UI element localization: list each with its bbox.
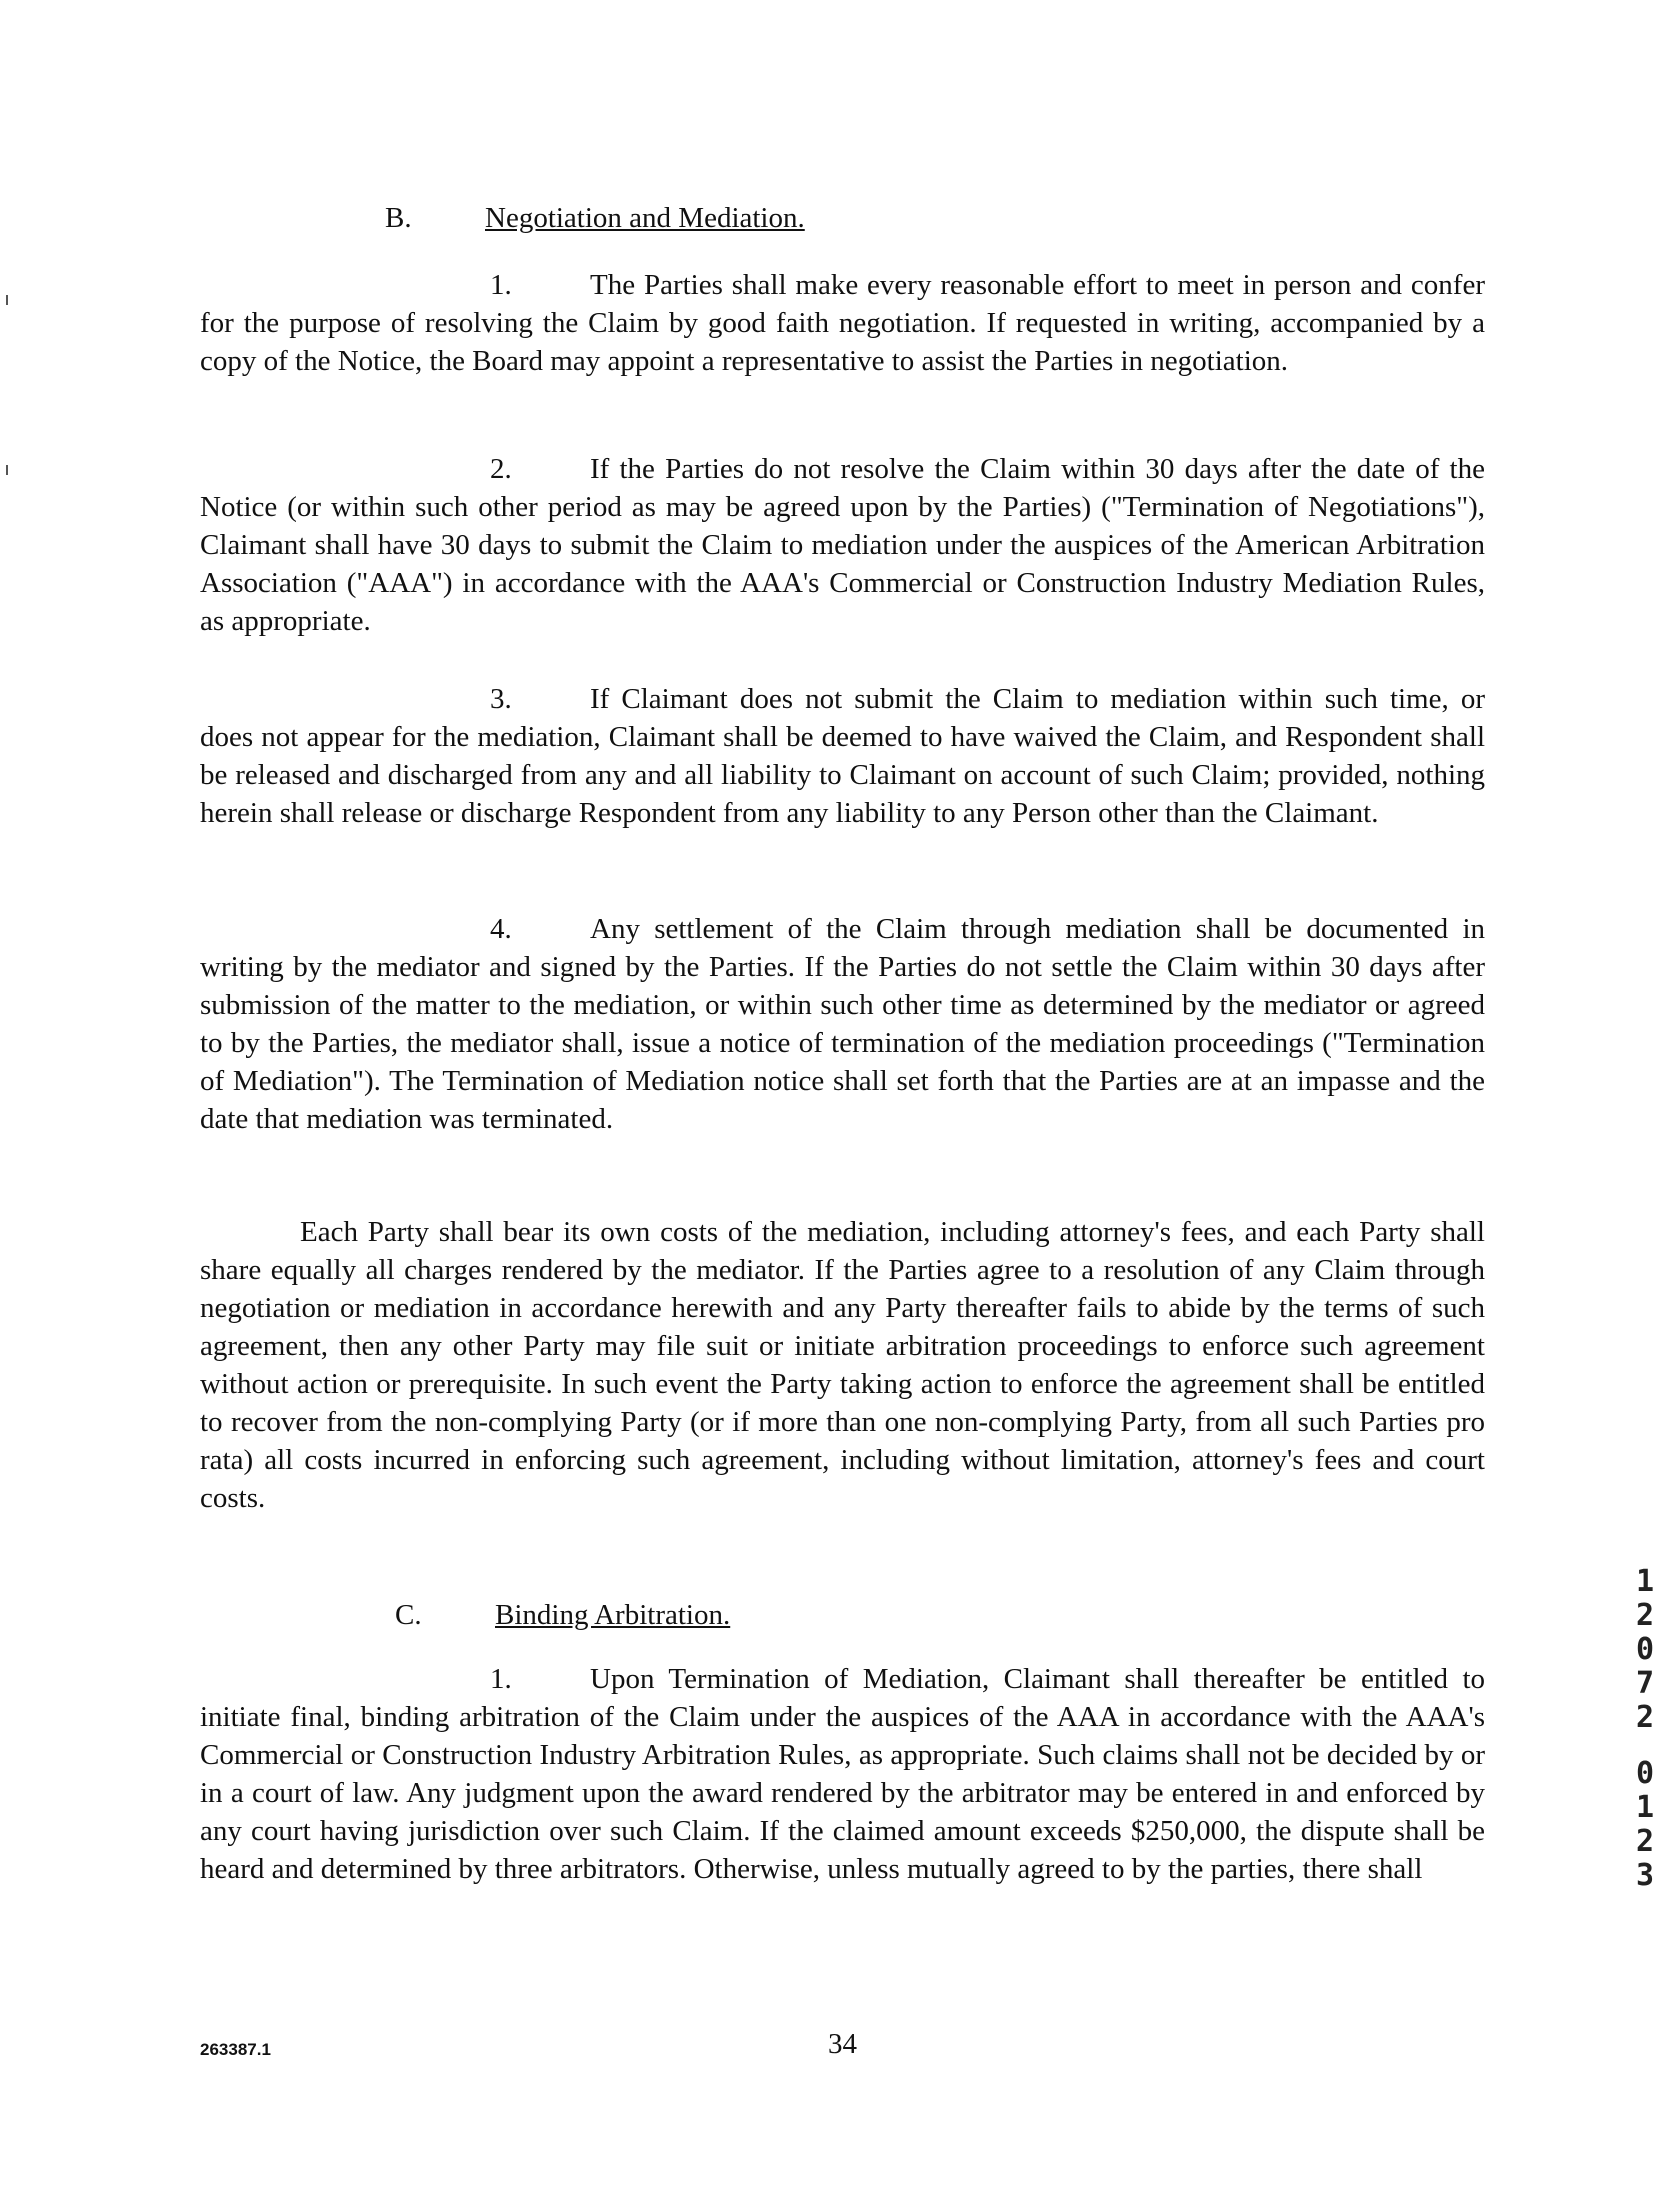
paragraph-b1-number: 1. <box>490 269 512 301</box>
stamp-digit: 2 <box>1635 1824 1655 1859</box>
section-c-title: Binding Arbitration. <box>495 1599 731 1631</box>
stamp-digit: 1 <box>1635 1790 1655 1825</box>
paragraph-c1 <box>200 1660 1485 1888</box>
document-code: 263387.1 <box>200 2040 271 2059</box>
paragraph-c1-text: Upon Termination of Mediation, Claimant shall thereafter be entitled to initiate final, binding arbitration of the Claim under the auspices of the AAA in accordance with the AAA's Commercial or Construction Industry Arbitration Rules, as appropriate. Such claims shall not be decided by or in a court of law. Any judgment upon the award rendered by the arbitrator may be entered in and enforced by any court having jurisdiction over such Claim. If the claimed amount exceeds $250,000, the dispute shall be heard and determined by three arbitrators. Otherwise, unless mutually agreed to by the parties, there shall <box>200 1663 1485 1885</box>
stamp-digit: 1 <box>1635 1564 1655 1599</box>
stamp-digit: 3 <box>1635 1858 1655 1893</box>
paragraph-costs <box>200 1213 1485 1517</box>
paragraph-b1-text: The Parties shall make every reasonable effort to meet in person and confer for the purpose of resolving the Claim by good faith negotiation. If requested in writing, accompanied by a copy of the Notice, the Board may appoint a representative to assist the Parties in negotiation. <box>200 269 1485 377</box>
stamp-digit: 2 <box>1635 1700 1655 1735</box>
stamp-digit: 2 <box>1635 1598 1655 1633</box>
paragraph-costs-text: Each Party shall bear its own costs of the mediation, including attorney's fees, and each Party shall share equally all charges rendered by the mediator. If the Parties agree to a resolution of any Claim through negotiation or mediation in accordance herewith and any Party thereafter fails to abide by the terms of such agreement, then any other Party may file suit or initiate arbitration proceedings to enforce such agreement without action or prerequisite. In such event the Party taking action to enforce the agreement shall be entitled to recover from the non-complying Party (or if more than one non-complying Party, from all such Parties pro rata) all costs incurred in enforcing such agreement, including without limitation, attorney's fees and court costs. <box>200 1216 1485 1514</box>
recording-stamp <box>1625 1565 1665 1893</box>
paragraph-b3-number: 3. <box>490 683 512 715</box>
paragraph-b3 <box>200 680 1485 832</box>
stamp-digit: 0 <box>1635 1756 1655 1791</box>
stamp-digit: 7 <box>1635 1666 1655 1701</box>
paragraph-b2 <box>200 450 1485 640</box>
margin-tick-mark <box>6 465 8 475</box>
stamp-digit: 0 <box>1635 1632 1655 1667</box>
section-b-letter: B. <box>385 202 412 234</box>
paragraph-b2-text: If the Parties do not resolve the Claim within 30 days after the date of the Notice (or within such other period as may be agreed upon by the Parties) ("Termination of Negotiations"), Claimant shall have 30 days to submit the Claim to mediation under the auspices of the American Arbitration Association ("AAA") in accordance with the AAA's Commercial or Construction Industry Mediation Rules, as appropriate. <box>200 453 1485 637</box>
paragraph-b1 <box>200 266 1485 380</box>
paragraph-b3-text: If Claimant does not submit the Claim to mediation within such time, or does not appear for the mediation, Claimant shall be deemed to have waived the Claim, and Respondent shall be released and discharged from any and all liability to Claimant on account of such Claim; provided, nothing herein shall release or discharge Respondent from any liability to any Person other than the Claimant. <box>200 683 1485 829</box>
paragraph-b4-number: 4. <box>490 913 512 945</box>
section-b-title: Negotiation and Mediation. <box>485 202 805 234</box>
section-c-heading <box>395 1596 730 1634</box>
section-c-letter: C. <box>395 1599 422 1631</box>
paragraph-b2-number: 2. <box>490 453 512 485</box>
paragraph-c1-number: 1. <box>490 1663 512 1695</box>
paragraph-b4-text: Any settlement of the Claim through mediation shall be documented in writing by the mediator and signed by the Parties. If the Parties do not settle the Claim within 30 days after submission of the matter to the mediation, or within such other time as determined by the mediator or agreed to by the Parties, the mediator shall, issue a notice of termination of the mediation proceedings ("Termination of Mediation"). The Termination of Mediation notice shall set forth that the Parties are at an impasse and the date that mediation was terminated. <box>200 913 1485 1135</box>
paragraph-b4 <box>200 910 1485 1138</box>
margin-tick-mark <box>6 295 8 305</box>
page-number: 34 <box>828 2028 857 2060</box>
section-b-heading <box>385 199 805 237</box>
